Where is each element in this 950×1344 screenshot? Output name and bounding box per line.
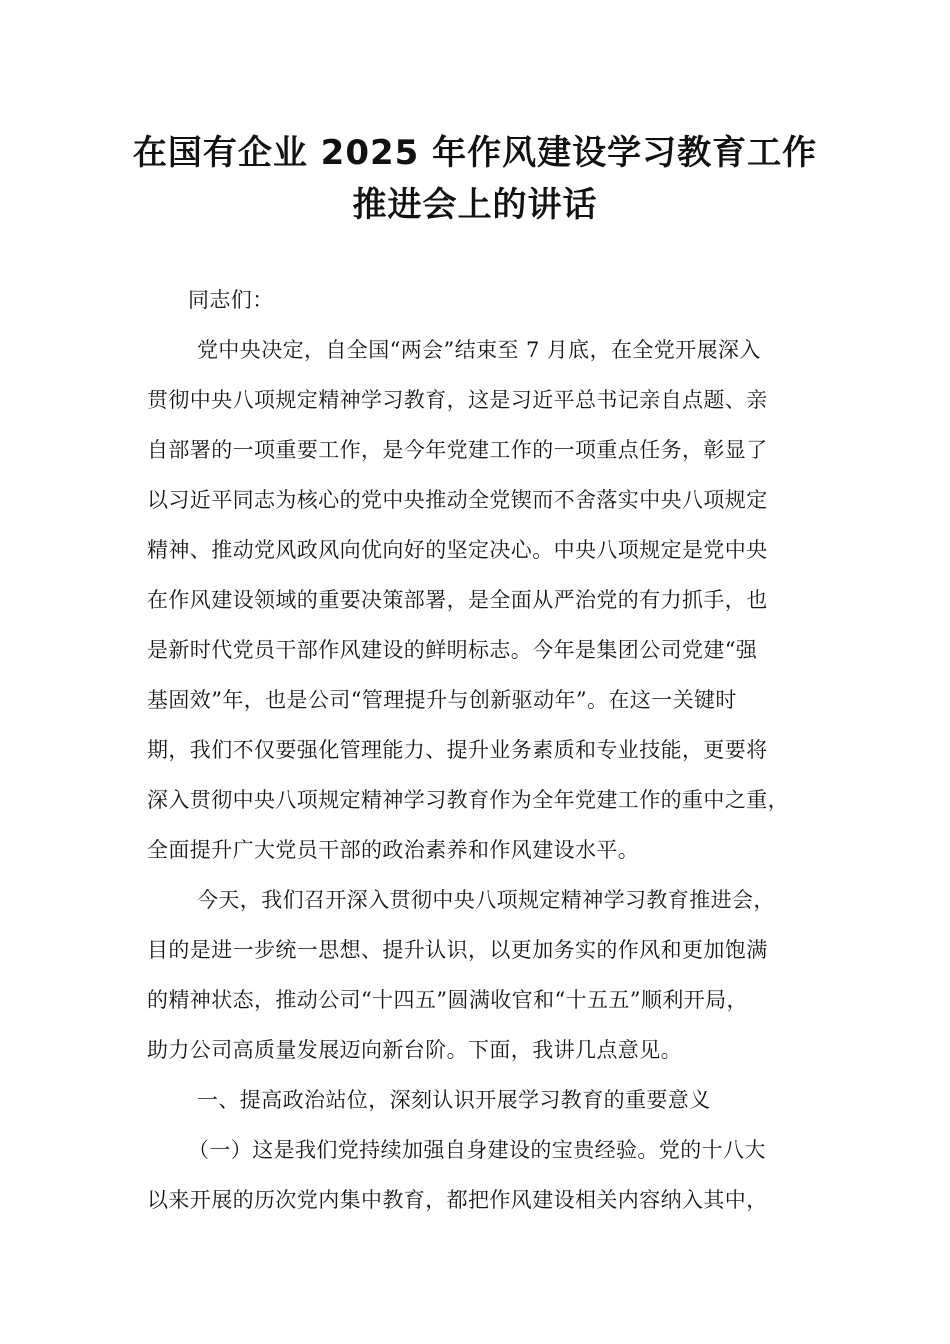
paragraph-line: 党中央决定，自全国“两会”结束至 7 月底，在全党开展深入 [197, 338, 761, 362]
paragraph-line: 以来开展的历次党内集中教育，都把作风建设相关内容纳入其中， [147, 1188, 768, 1212]
document-title-line-2: 推进会上的讲话 [352, 185, 598, 225]
section-heading: 一、提高政治站位，深刻认识开展学习教育的重要意义 [197, 1088, 711, 1112]
paragraph-line: 目的是进一步统一思想、提升认识，以更加务实的作风和更加饱满 [147, 938, 768, 962]
paragraph-line: 贯彻中央八项规定精神学习教育，这是习近平总书记亲自点题、亲 [147, 388, 768, 412]
paragraph-line: 今天，我们召开深入贯彻中央八项规定精神学习教育推进会， [197, 888, 775, 912]
paragraph-line: 的精神状态，推动公司“十四五”圆满收官和“十五五”顺利开局， [147, 988, 748, 1012]
paragraph-line: 期，我们不仅要强化管理能力、提升业务素质和专业技能，更要将 [147, 738, 768, 762]
paragraph-line: 精神、推动党风政风向优向好的坚定决心。中央八项规定是党中央 [147, 538, 768, 562]
paragraph-line: 深入贯彻中央八项规定精神学习教育作为全年党建工作的重中之重， [147, 788, 789, 812]
paragraph-line: 助力公司高质量发展迈向新台阶。下面，我讲几点意见。 [147, 1038, 682, 1062]
document-title-line-1: 在国有企业 2025 年作风建设学习教育工作 [132, 133, 818, 173]
paragraph-line: 在作风建设领域的重要决策部署，是全面从严治党的有力抓手，也 [147, 588, 768, 612]
paragraph-line: 自部署的一项重要工作，是今年党建工作的一项重点任务，彰显了 [147, 438, 768, 462]
paragraph-line: 以习近平同志为核心的党中央推动全党锲而不舍落实中央八项规定 [147, 488, 768, 512]
paragraph-line: 全面提升广大党员干部的政治素养和作风建设水平。 [147, 838, 640, 862]
subsection-heading: （一）这是我们党持续加强自身建设的宝贵经验。党的十八大 [188, 1138, 766, 1162]
paragraph-line: 是新时代党员干部作风建设的鲜明标志。今年是集团公司党建“强 [147, 638, 758, 662]
salutation: 同志们： [188, 288, 274, 312]
paragraph-line: 基固效”年，也是公司“管理提升与创新驱动年”。在这一关键时 [147, 688, 737, 712]
